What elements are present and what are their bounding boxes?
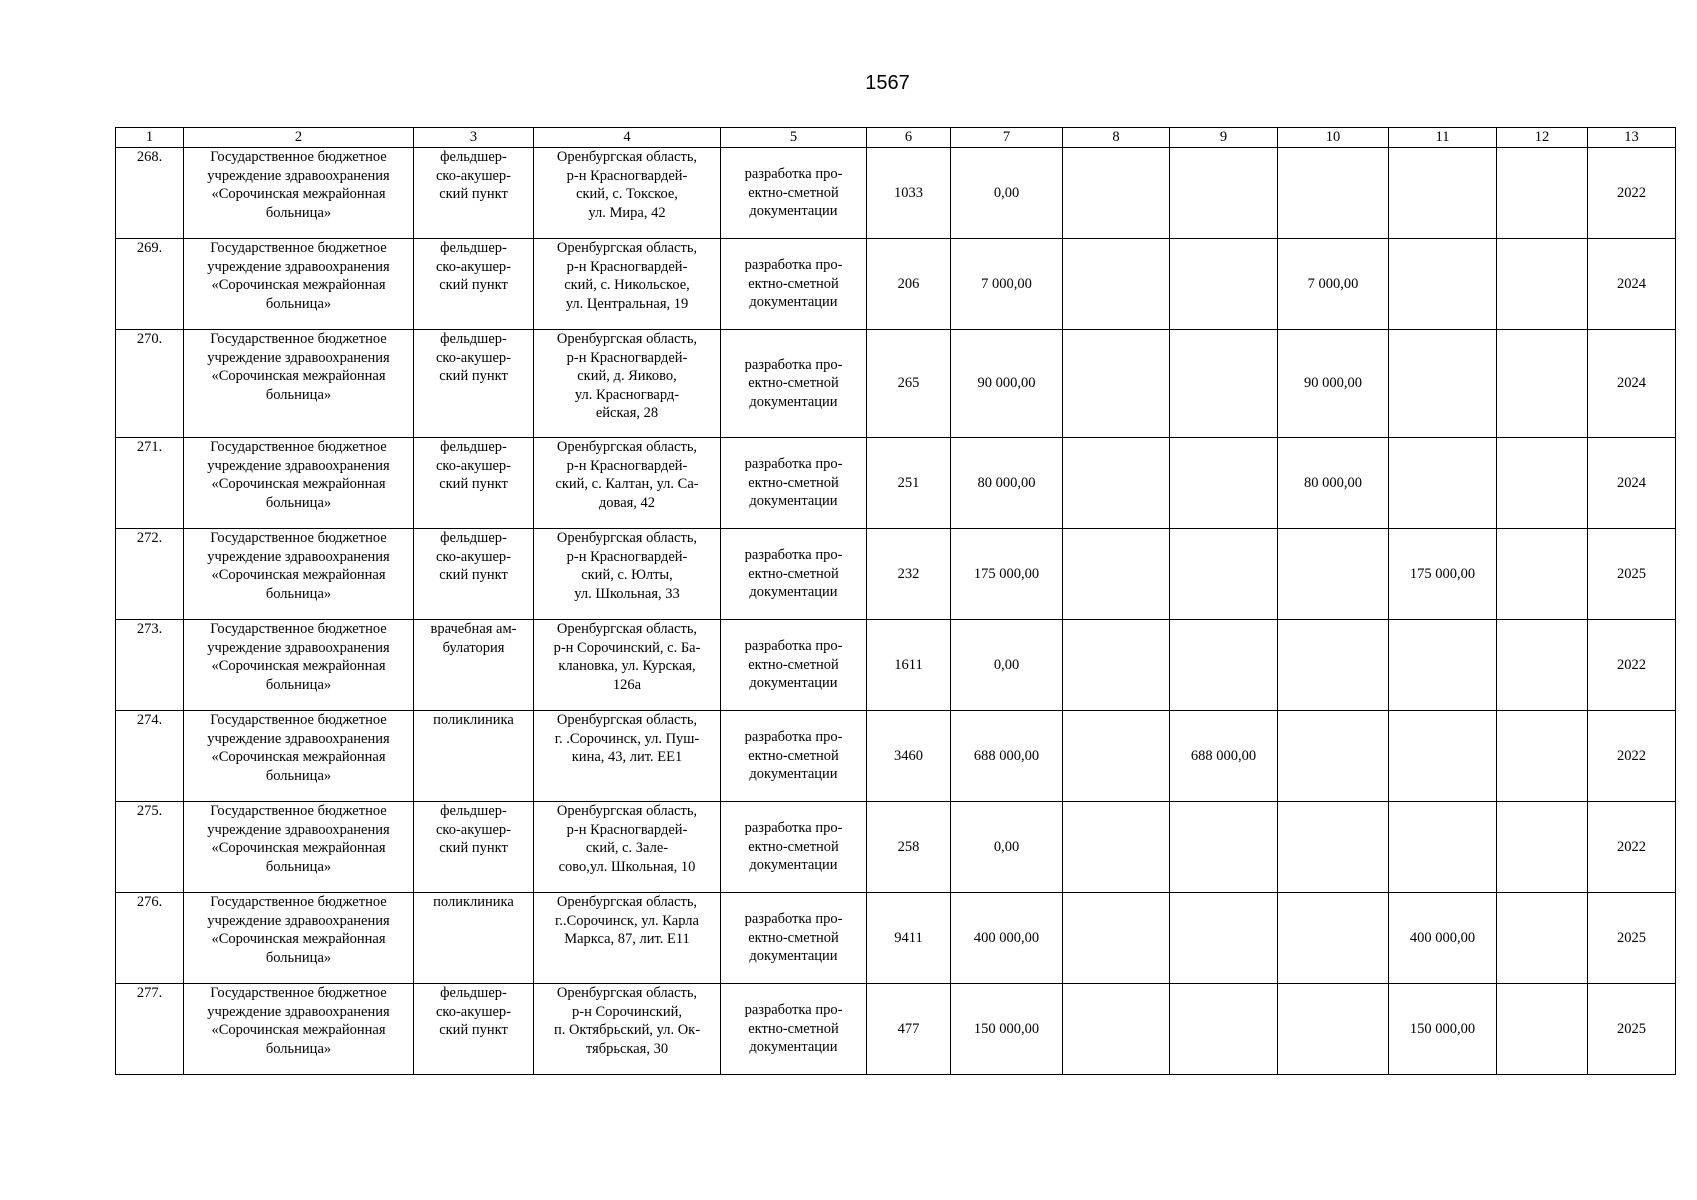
facility-type: фельдшер- ско-акушер- ский пункт [414, 239, 534, 330]
amount-col-8 [1063, 893, 1170, 984]
amount-col-11: 400 000,00 [1389, 893, 1497, 984]
row-number: 271. [116, 438, 184, 529]
amount-col-12 [1497, 529, 1588, 620]
amount-col-10 [1278, 711, 1389, 802]
table-row [116, 330, 1676, 438]
area-value: 258 [867, 802, 951, 893]
facility-type: фельдшер- ско-акушер- ский пункт [414, 330, 534, 438]
amount-col-11: 175 000,00 [1389, 529, 1497, 620]
organization-name: Государственное бюджетное учреждение здравоохранения «Сорочинская межрайонная больница» [184, 893, 414, 984]
organization-name: Государственное бюджетное учреждение здравоохранения «Сорочинская межрайонная больница» [184, 984, 414, 1075]
row-number: 276. [116, 893, 184, 984]
address: Оренбургская область, р-н Красногвардей- ский, д. Яиково, ул. Красногвард- ейская, 28 [534, 330, 721, 438]
total-amount: 0,00 [951, 802, 1063, 893]
row-number: 272. [116, 529, 184, 620]
amount-col-8 [1063, 239, 1170, 330]
year: 2024 [1588, 330, 1676, 438]
area-value: 251 [867, 438, 951, 529]
amount-col-12 [1497, 239, 1588, 330]
table-row [116, 802, 1676, 893]
table-row [116, 529, 1676, 620]
column-number: 4 [534, 128, 721, 148]
work-type: разработка про- ектно-сметной документации [721, 893, 867, 984]
amount-col-9 [1170, 148, 1278, 239]
area-value: 9411 [867, 893, 951, 984]
amount-col-10 [1278, 984, 1389, 1075]
facility-type: фельдшер- ско-акушер- ский пункт [414, 802, 534, 893]
facility-type: врачебная ам- булатория [414, 620, 534, 711]
amount-col-10 [1278, 620, 1389, 711]
organization-name: Государственное бюджетное учреждение здравоохранения «Сорочинская межрайонная больница» [184, 620, 414, 711]
row-number: 274. [116, 711, 184, 802]
amount-col-11 [1389, 802, 1497, 893]
amount-col-8 [1063, 330, 1170, 438]
area-value: 1611 [867, 620, 951, 711]
total-amount: 400 000,00 [951, 893, 1063, 984]
year: 2025 [1588, 984, 1676, 1075]
area-value: 3460 [867, 711, 951, 802]
work-type: разработка про- ектно-сметной документации [721, 330, 867, 438]
registry-table [115, 127, 1676, 1075]
amount-col-10: 7 000,00 [1278, 239, 1389, 330]
area-value: 477 [867, 984, 951, 1075]
amount-col-10: 90 000,00 [1278, 330, 1389, 438]
year: 2022 [1588, 620, 1676, 711]
organization-name: Государственное бюджетное учреждение здравоохранения «Сорочинская межрайонная больница» [184, 330, 414, 438]
table-row [116, 893, 1676, 984]
organization-name: Государственное бюджетное учреждение здравоохранения «Сорочинская межрайонная больница» [184, 529, 414, 620]
amount-col-10 [1278, 148, 1389, 239]
amount-col-12 [1497, 893, 1588, 984]
total-amount: 7 000,00 [951, 239, 1063, 330]
organization-name: Государственное бюджетное учреждение здравоохранения «Сорочинская межрайонная больница» [184, 148, 414, 239]
column-number-row [116, 128, 1676, 148]
amount-col-9 [1170, 438, 1278, 529]
amount-col-12 [1497, 620, 1588, 711]
amount-col-9 [1170, 893, 1278, 984]
amount-col-12 [1497, 438, 1588, 529]
amount-col-9 [1170, 330, 1278, 438]
column-number: 8 [1063, 128, 1170, 148]
address: Оренбургская область, г..Сорочинск, ул. Карла Маркса, 87, лит. Е11 [534, 893, 721, 984]
facility-type: поликлиника [414, 711, 534, 802]
amount-col-12 [1497, 984, 1588, 1075]
address: Оренбургская область, р-н Красногвардей- ский, с. Токское, ул. Мира, 42 [534, 148, 721, 239]
column-number: 3 [414, 128, 534, 148]
work-type: разработка про- ектно-сметной документации [721, 438, 867, 529]
total-amount: 0,00 [951, 148, 1063, 239]
year: 2024 [1588, 438, 1676, 529]
work-type: разработка про- ектно-сметной документации [721, 148, 867, 239]
amount-col-8 [1063, 802, 1170, 893]
amount-col-9 [1170, 802, 1278, 893]
total-amount: 90 000,00 [951, 330, 1063, 438]
column-number: 1 [116, 128, 184, 148]
year: 2025 [1588, 893, 1676, 984]
amount-col-8 [1063, 984, 1170, 1075]
column-number: 11 [1389, 128, 1497, 148]
amount-col-10 [1278, 893, 1389, 984]
amount-col-11 [1389, 711, 1497, 802]
year: 2022 [1588, 711, 1676, 802]
amount-col-8 [1063, 438, 1170, 529]
total-amount: 150 000,00 [951, 984, 1063, 1075]
column-number: 5 [721, 128, 867, 148]
total-amount: 688 000,00 [951, 711, 1063, 802]
year: 2022 [1588, 148, 1676, 239]
amount-col-8 [1063, 148, 1170, 239]
facility-type: фельдшер- ско-акушер- ский пункт [414, 148, 534, 239]
row-number: 275. [116, 802, 184, 893]
column-number: 12 [1497, 128, 1588, 148]
work-type: разработка про- ектно-сметной документации [721, 239, 867, 330]
amount-col-11 [1389, 239, 1497, 330]
amount-col-8 [1063, 711, 1170, 802]
amount-col-9 [1170, 239, 1278, 330]
year: 2025 [1588, 529, 1676, 620]
amount-col-12 [1497, 711, 1588, 802]
table-row [116, 711, 1676, 802]
row-number: 270. [116, 330, 184, 438]
work-type: разработка про- ектно-сметной документации [721, 984, 867, 1075]
organization-name: Государственное бюджетное учреждение здравоохранения «Сорочинская межрайонная больница» [184, 239, 414, 330]
amount-col-9 [1170, 529, 1278, 620]
row-number: 273. [116, 620, 184, 711]
page-number: 1567 [865, 72, 910, 94]
work-type: разработка про- ектно-сметной документации [721, 802, 867, 893]
amount-col-11: 150 000,00 [1389, 984, 1497, 1075]
work-type: разработка про- ектно-сметной документации [721, 711, 867, 802]
amount-col-8 [1063, 620, 1170, 711]
address: Оренбургская область, р-н Красногвардей- ский, с. Зале- сово,ул. Школьная, 10 [534, 802, 721, 893]
facility-type: фельдшер- ско-акушер- ский пункт [414, 438, 534, 529]
amount-col-10: 80 000,00 [1278, 438, 1389, 529]
table-row [116, 438, 1676, 529]
address: Оренбургская область, р-н Сорочинский, п. Октябрьский, ул. Ок- тябрьская, 30 [534, 984, 721, 1075]
amount-col-9: 688 000,00 [1170, 711, 1278, 802]
amount-col-11 [1389, 438, 1497, 529]
total-amount: 175 000,00 [951, 529, 1063, 620]
amount-col-12 [1497, 330, 1588, 438]
work-type: разработка про- ектно-сметной документации [721, 620, 867, 711]
area-value: 232 [867, 529, 951, 620]
address: Оренбургская область, р-н Красногвардей- ский, с. Юлты, ул. Школьная, 33 [534, 529, 721, 620]
amount-col-12 [1497, 802, 1588, 893]
facility-type: поликлиника [414, 893, 534, 984]
column-number: 10 [1278, 128, 1389, 148]
address: Оренбургская область, г. .Сорочинск, ул. Пуш- кина, 43, лит. ЕЕ1 [534, 711, 721, 802]
column-number: 6 [867, 128, 951, 148]
amount-col-8 [1063, 529, 1170, 620]
organization-name: Государственное бюджетное учреждение здравоохранения «Сорочинская межрайонная больница» [184, 711, 414, 802]
amount-col-9 [1170, 620, 1278, 711]
area-value: 1033 [867, 148, 951, 239]
column-number: 13 [1588, 128, 1676, 148]
total-amount: 0,00 [951, 620, 1063, 711]
year: 2022 [1588, 802, 1676, 893]
column-number: 7 [951, 128, 1063, 148]
amount-col-11 [1389, 330, 1497, 438]
row-number: 269. [116, 239, 184, 330]
area-value: 206 [867, 239, 951, 330]
area-value: 265 [867, 330, 951, 438]
amount-col-9 [1170, 984, 1278, 1075]
column-number: 9 [1170, 128, 1278, 148]
amount-col-11 [1389, 148, 1497, 239]
row-number: 277. [116, 984, 184, 1075]
address: Оренбургская область, р-н Красногвардей- ский, с. Никольское, ул. Центральная, 19 [534, 239, 721, 330]
address: Оренбургская область, р-н Красногвардей- ский, с. Калтан, ул. Са- довая, 42 [534, 438, 721, 529]
facility-type: фельдшер- ско-акушер- ский пункт [414, 529, 534, 620]
amount-col-10 [1278, 529, 1389, 620]
table-row [116, 148, 1676, 239]
column-number: 2 [184, 128, 414, 148]
amount-col-12 [1497, 148, 1588, 239]
facility-type: фельдшер- ско-акушер- ский пункт [414, 984, 534, 1075]
address: Оренбургская область, р-н Сорочинский, с. Ба- клановка, ул. Курская, 126а [534, 620, 721, 711]
amount-col-11 [1389, 620, 1497, 711]
organization-name: Государственное бюджетное учреждение здравоохранения «Сорочинская межрайонная больница» [184, 802, 414, 893]
organization-name: Государственное бюджетное учреждение здравоохранения «Сорочинская межрайонная больница» [184, 438, 414, 529]
table-row [116, 620, 1676, 711]
year: 2024 [1588, 239, 1676, 330]
table-row [116, 239, 1676, 330]
total-amount: 80 000,00 [951, 438, 1063, 529]
work-type: разработка про- ектно-сметной документации [721, 529, 867, 620]
amount-col-10 [1278, 802, 1389, 893]
row-number: 268. [116, 148, 184, 239]
table-row [116, 984, 1676, 1075]
